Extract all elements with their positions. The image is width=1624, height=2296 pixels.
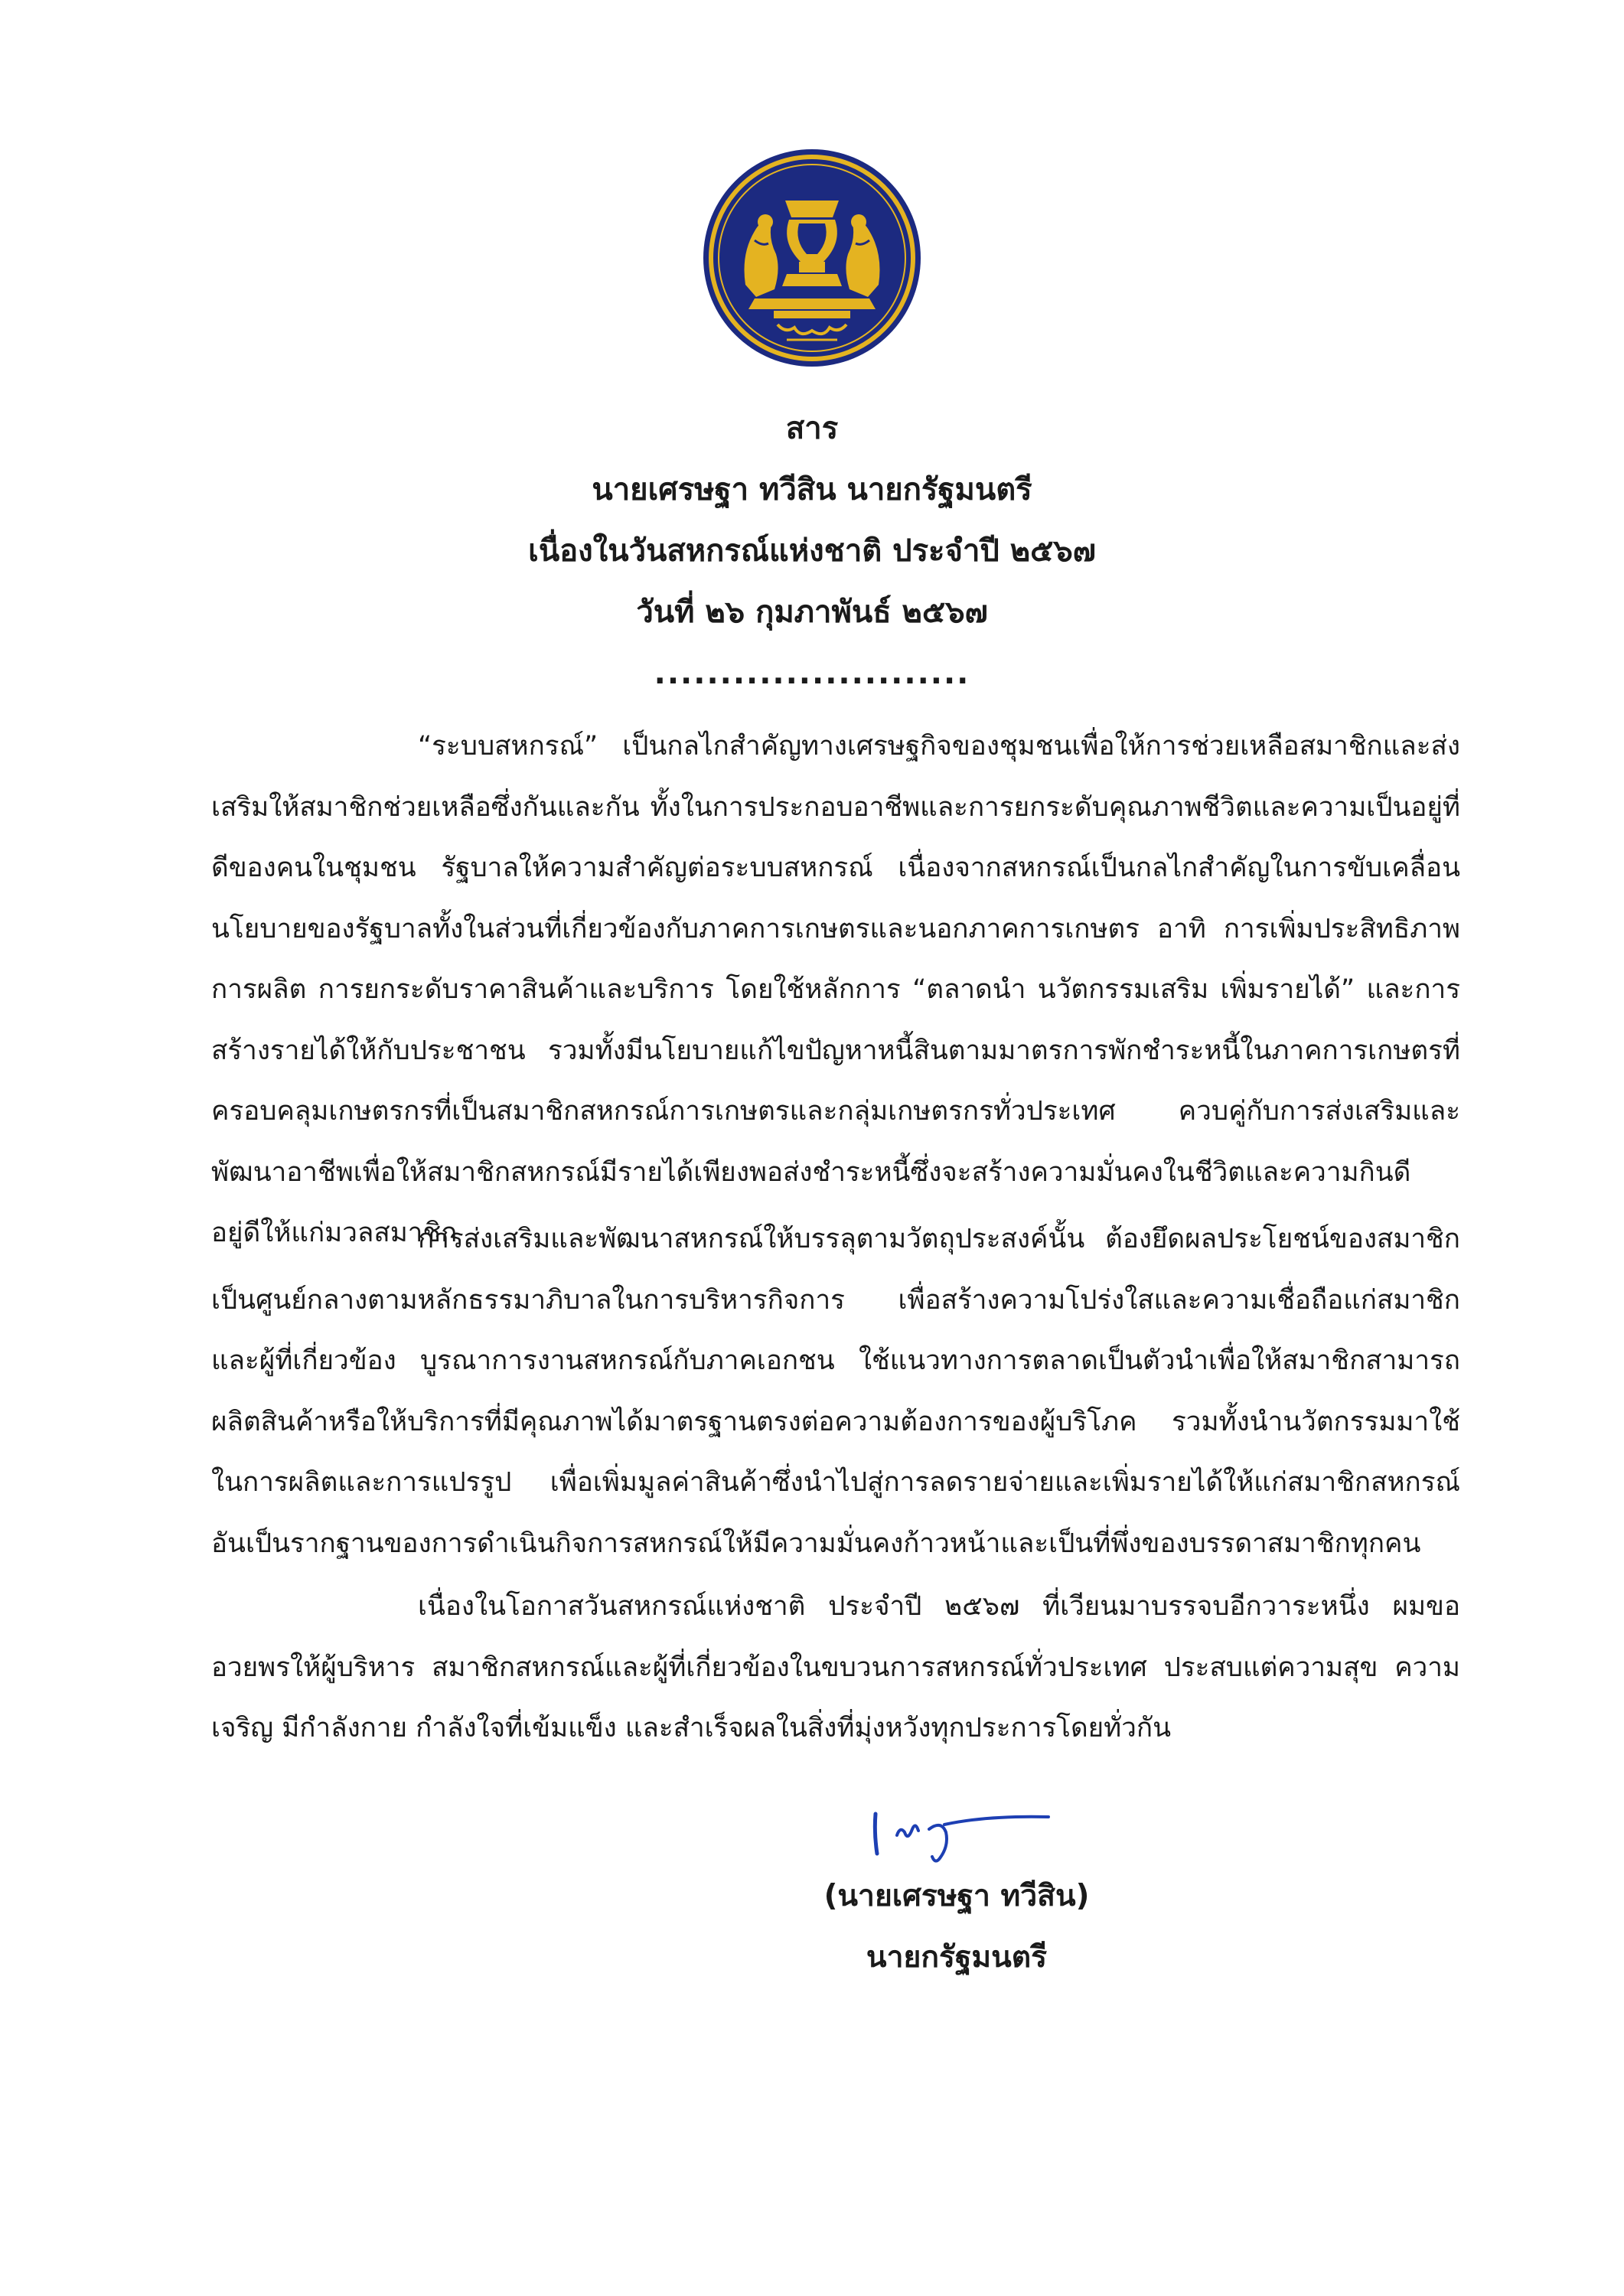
body-paragraph-1: “ระบบสหกรณ์” เป็นกลไกสำคัญทางเศรษฐกิจของชุมชนเพื่อให้การช่วยเหลือสมาชิกและส่งเสริมให้สมาชิกช่วยเหลือซึ่งกันและกัน ทั้งในการประกอบอาชีพและการยกระดับคุณภาพชีวิตและความเป็นอยู่ที่ดีของคนในชุมชน รัฐบาลให้ความสำคัญต่อระบบสหกรณ์ เนื่องจากสหกรณ์เป็นกลไกสำคัญในการขับเคลื่อนนโยบายของรัฐบาลทั้งในส่วนที่เกี่ยวข้องกับภาคการเกษตรและนอกภาคการเกษตร อาทิ การเพิ่มประสิทธิภาพการผลิต การยกระดับราคาสินค้าและบริการ โดยใช้หลักการ “ตลาดนำ นวัตกรรมเสริม เพิ่มรายได้” และการสร้างรายได้ให้กับประชาชน รวมทั้งมีนโยบายแก้ไขปัญหาหนี้สินตามมาตรการพักชำระหนี้ในภาคการเกษตรที่ครอบคลุมเกษตรกรที่เป็นสมาชิกสหกรณ์การเกษตรและกลุ่มเกษตรกรทั่วประเทศ ควบคู่กับการส่งเสริมและพัฒนาอาชีพเพื่อให้สมาชิกสหกรณ์มีรายได้เพียงพอส่งชำระหนี้ซึ่งจะสร้างความมั่นคงในชีวิตและความกินดี อยู่ดีให้แก่มวลสมาชิก	[211, 731, 1460, 1248]
body-paragraph-2: การส่งเสริมและพัฒนาสหกรณ์ให้บรรลุตามวัตถุประสงค์นั้น ต้องยึดผลประโยชน์ของสมาชิกเป็นศูนย์กลางตามหลักธรรมาภิบาลในการบริหารกิจการ เพื่อสร้างความโปร่งใสและความเชื่อถือแก่สมาชิกและผู้ที่เกี่ยวข้อง บูรณาการงานสหกรณ์กับภาคเอกชน ใช้แนวทางการตลาดเป็นตัวนำเพื่อให้สมาชิกสามารถผลิตสินค้าหรือให้บริการที่มีคุณภาพได้มาตรฐานตรงต่อความต้องการของผู้บริโภค รวมทั้งนำนวัตกรรมมาใช้ในการผลิตและการแปรรูป เพื่อเพิ่มมูลค่าสินค้าซึ่งนำไปสู่การลดรายจ่ายและเพิ่มรายได้ให้แก่สมาชิกสหกรณ์อันเป็นรากฐานของการดำเนินกิจการสหกรณ์ให้มีความมั่นคงก้าวหน้าและเป็นที่พึ่งของบรรดาสมาชิกทุกคน	[211, 1224, 1460, 1559]
government-seal-icon	[701, 147, 923, 369]
signatory-name: (นายเศรษฐา ทวีสิน)	[823, 1879, 1090, 1913]
handwritten-signature-icon	[865, 1799, 1056, 1867]
header-divider: ........................	[654, 656, 970, 691]
occasion-line: เนื่องในวันสหกรณ์แห่งชาติ ประจำปี ๒๕๖๗	[528, 533, 1096, 569]
sender-name-line: นายเศรษฐา ทวีสิน นายกรัฐมนตรี	[592, 472, 1032, 507]
body-paragraph-3: เนื่องในโอกาสวันสหกรณ์แห่งชาติ ประจำปี ๒๕๖๗ ที่เวียนมาบรรจบอีกวาระหนึ่ง ผมขออวยพรให้ผู้บริหาร สมาชิกสหกรณ์และผู้ที่เกี่ยวข้องในขบวนการสหกรณ์ทั่วประเทศ ประสบแต่ความสุข ความเจริญ มีกำลังกาย กำลังใจที่เข้มแข็ง และสำเร็จผลในสิ่งที่มุ่งหวังทุกประการโดยทั่วกัน	[211, 1591, 1460, 1743]
date-line: วันที่ ๒๖ กุมภาพันธ์ ๒๕๖๗	[636, 595, 988, 630]
signatory-title: นายกรัฐมนตรี	[866, 1940, 1048, 1975]
document-type-title: สาร	[785, 411, 839, 446]
